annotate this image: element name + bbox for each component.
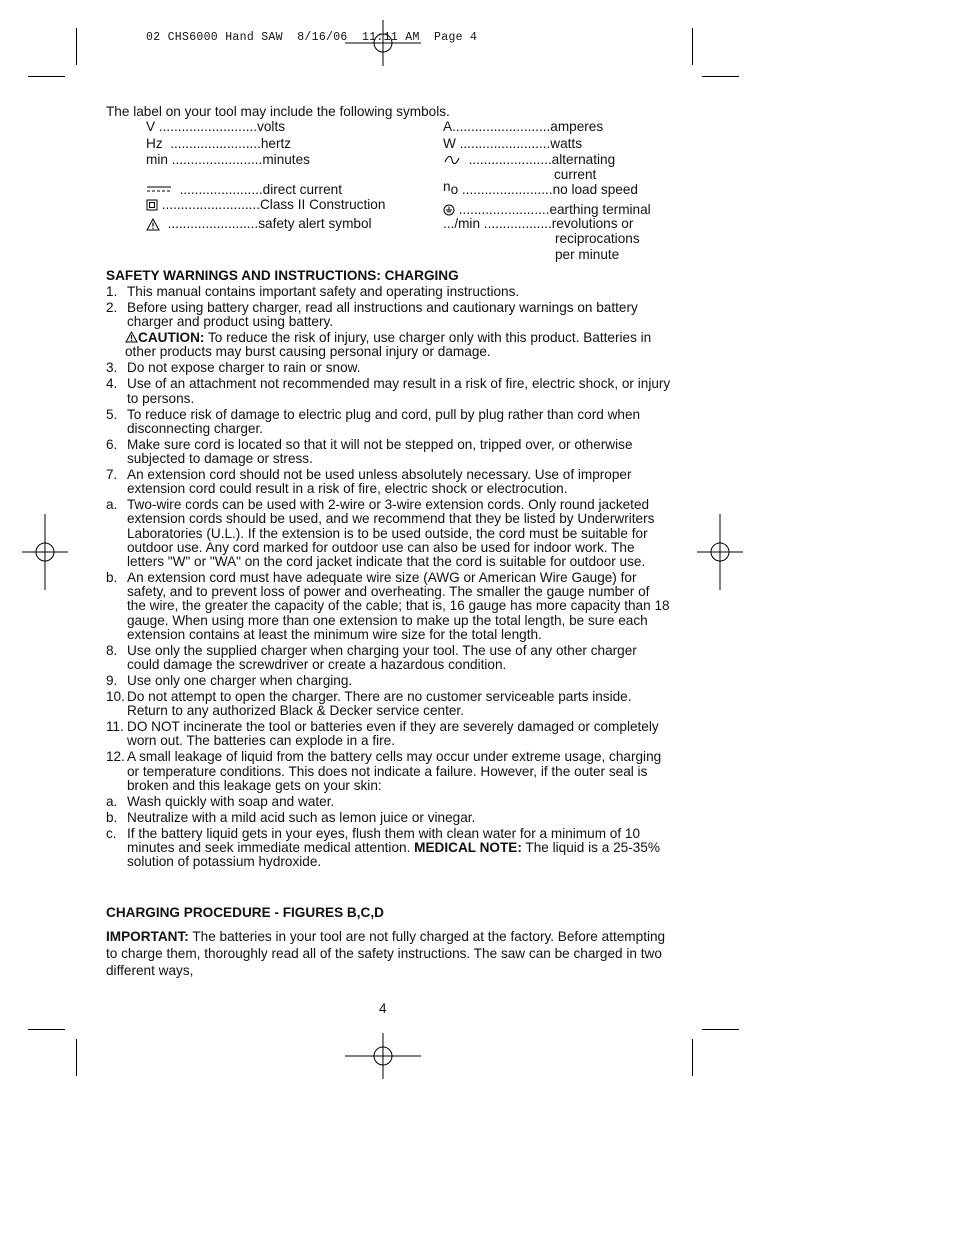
registration-mark-bottom [345, 1033, 421, 1079]
page-number: 4 [379, 1001, 387, 1016]
crop-mark [702, 76, 739, 77]
symbol-row-watts: W ........................watts [443, 136, 583, 151]
list-item: 7. An extension cord should not be used unless absolutely necessary. Use of improper extension cord could result in a risk of fire, electric shock or electrocution. [106, 467, 632, 497]
symbol-row-volts: V ..........................volts [146, 119, 286, 134]
list-item: a. Wash quickly with soap and water. [106, 793, 335, 809]
list-item: a. Two-wire cords can be used with 2-wire or 3-wire extension cords. Only round jacketed extension cords should be used, and we recommend that they be listed by Underwriters Laboratories (U.L.). If the extension is to be used outside, the cord must be suitable for outdoor use. Any cord marked for outdoor use can also be used for indoor work. The letters "W" or "WA" on the cord jacket indicate that the cord is suitable for outdoor use. [106, 497, 655, 570]
crop-mark [702, 1029, 739, 1030]
list-item: 10. Do not attempt to open the charger. There are no customer serviceable parts inside. Return to any authorized Black & Decker service center. [106, 689, 632, 719]
symbol-row-class-ii: ..........................Class II Construction [146, 197, 385, 212]
symbol-row-safety-alert: ........................safety alert symbol [146, 216, 372, 231]
list-item: 6. Make sure cord is located so that it will not be stepped on, tripped over, or otherwise subjected to damage or stress. [106, 436, 633, 467]
crop-mark [28, 1029, 65, 1030]
crop-mark [76, 1039, 77, 1076]
list-item: 2. Before using battery charger, read all instructions and cautionary warnings on battery charger and product using battery. [106, 300, 638, 330]
symbol-row-amperes: A..........................amperes [443, 119, 604, 134]
symbol-row-hertz: Hz ........................hertz [146, 136, 292, 151]
crop-mark [692, 28, 693, 65]
safety-alert-icon [146, 218, 160, 231]
safety-instructions-list [106, 285, 671, 871]
registration-mark-right [697, 514, 743, 590]
symbols-intro: The label on your tool may include the following symbols. [106, 104, 450, 119]
crop-mark [28, 76, 65, 77]
symbol-row-earthing-terminal: ........................earthing terminal [443, 202, 651, 217]
list-item: 3. Do not expose charger to rain or snow. [106, 360, 361, 376]
crop-mark [692, 1039, 693, 1076]
list-item: 12. A small leakage of liquid from the battery cells may occur under extreme usage, charging or temperature conditions. This does not indicate a failure. However, if the outer seal is broken and this leakage gets on your skin: [106, 749, 662, 793]
list-item: b. Neutralize with a mild acid such as lemon juice or vinegar. [106, 809, 476, 825]
section-heading-charging-safety: SAFETY WARNINGS AND INSTRUCTIONS: CHARGING [106, 268, 459, 283]
safety-alert-icon [125, 331, 138, 343]
alternating-current-icon [443, 154, 461, 166]
direct-current-icon [146, 184, 172, 196]
list-item: 8. Use only the supplied charger when charging your tool. The use of any other charger could damage the screwdriver or create a hazardous condition. [106, 642, 637, 673]
symbol-row-revolutions: .../min ..................revolutions or reciprocations per minute [443, 216, 640, 262]
print-slug: 02 CHS6000 Hand SAW 8/16/06 11:11 AM Page 4 [146, 31, 478, 44]
symbol-row-no-load-speed: no ........................no load speed [443, 179, 638, 197]
crop-mark [76, 28, 77, 65]
list-item: b. An extension cord must have adequate wire size (AWG or American Wire Gauge) for safety, and to prevent loss of power and overheating. The smaller the gauge number of the wire, the greater the capacity of the cable; that is, 16 gauge has more capacity than 18 gauge. When using more than one extension to make up the total length, be sure each extension contains at least the minimum wire size for the total length. [106, 570, 670, 642]
list-item: 5. To reduce risk of damage to electric plug and cord, pull by plug rather than cord when disconnecting charger. [106, 406, 641, 436]
list-item: 1. This manual contains important safety and operating instructions. [106, 284, 520, 299]
symbol-row-minutes: min ........................minutes [146, 152, 310, 167]
symbol-row-direct-current: ......................direct current [146, 182, 342, 197]
registration-mark-left [22, 514, 68, 590]
list-item: 4. Use of an attachment not recommended may result in a risk of fire, electric shock, or injury to persons. [106, 376, 671, 406]
section-heading-charging-procedure: CHARGING PROCEDURE - FIGURES B,C,D [106, 905, 384, 920]
earthing-terminal-icon [443, 204, 455, 216]
class-ii-construction-icon [146, 199, 158, 211]
important-paragraph: IMPORTANT: The batteries in your tool are not fully charged at the factory. Before attempting to charge them, thoroughly read all of the safety instructions. The saw can be charged in two different ways, [106, 929, 666, 978]
symbol-row-alternating-current: ......................alternating current [443, 152, 615, 182]
list-item: c. If the battery liquid gets in your eyes, flush them with clean water for a minimum of 10 minutes and seek immediate medical attention. MEDICAL NOTE: The liquid is a 25-35% solution of potassium hydroxide. [106, 825, 660, 870]
caution-note: CAUTION: To reduce the risk of injury, use charger only with this product. Batteries in other products may burst causing personal injury or damage. [125, 330, 652, 360]
list-item: 9. Use only one charger when charging. [106, 673, 353, 689]
list-item: 11. DO NOT incinerate the tool or batteries even if they are severely damaged or completely worn out. The batteries can explode in a fire. [106, 719, 659, 749]
